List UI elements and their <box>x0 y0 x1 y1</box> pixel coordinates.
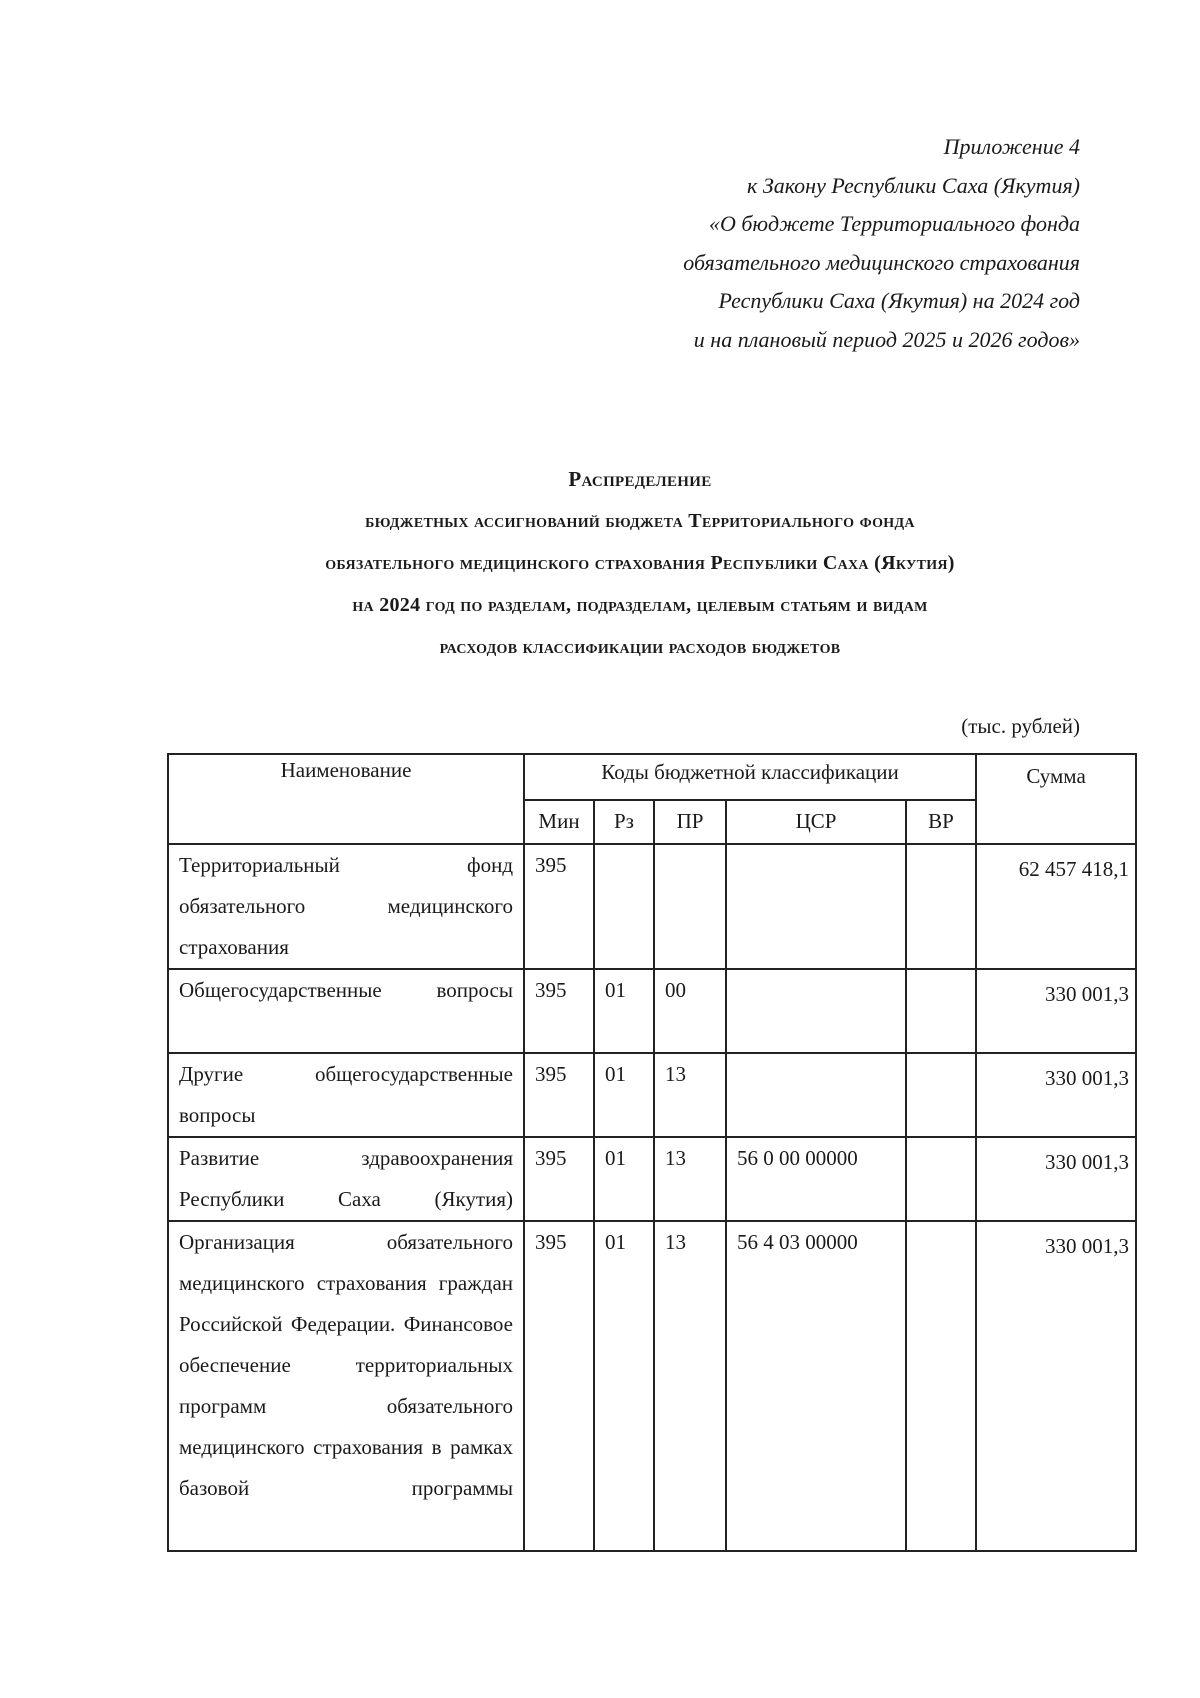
row-min: 395 <box>524 1221 594 1551</box>
appendix-line: «О бюджете Территориального фонда <box>709 211 1080 236</box>
table-row <box>168 844 1136 969</box>
row-csr: 56 4 03 00000 <box>726 1221 906 1551</box>
row-name: Организация обязательного медицинского страхования граждан Российской Федерации. Финансовое обеспечение территориальных программ обязательного медицинского страхования в рамках базовой программы <box>168 1221 524 1551</box>
row-name: Развитие здравоохранения Республики Саха (Якутия) <box>168 1137 524 1221</box>
title-line: на 2024 год по разделам, подразделам, целевым статьям и видам <box>352 594 928 616</box>
header-min: Мин <box>524 800 594 844</box>
header-vr: ВР <box>906 800 976 844</box>
title-line: расходов классификации расходов бюджетов <box>439 636 841 658</box>
row-sum: 330 001,3 <box>976 1221 1136 1551</box>
row-min: 395 <box>524 1053 594 1137</box>
row-rz: 01 <box>594 1137 654 1221</box>
appendix-block <box>520 128 1080 359</box>
row-pr: 13 <box>654 1137 726 1221</box>
header-name: Наименование <box>168 754 524 844</box>
row-name: Другие общегосударственные вопросы <box>168 1053 524 1137</box>
row-sum: 330 001,3 <box>976 1053 1136 1137</box>
row-vr <box>906 969 976 1053</box>
row-name: Общегосударственные вопросы <box>168 969 524 1053</box>
row-sum: 330 001,3 <box>976 969 1136 1053</box>
row-pr: 00 <box>654 969 726 1053</box>
row-min: 395 <box>524 1137 594 1221</box>
row-pr: 13 <box>654 1221 726 1551</box>
row-csr <box>726 1053 906 1137</box>
appendix-line: к Закону Республики Саха (Якутия) <box>747 172 1080 198</box>
table-row <box>168 1137 1136 1221</box>
row-sum: 62 457 418,1 <box>976 844 1136 969</box>
units-label: (тыс. рублей) <box>961 714 1080 738</box>
row-min: 395 <box>524 844 594 969</box>
header-csr: ЦСР <box>726 800 906 844</box>
table-row <box>168 969 1136 1053</box>
header-pr: ПР <box>654 800 726 844</box>
table-row <box>168 1053 1136 1137</box>
row-sum: 330 001,3 <box>976 1137 1136 1221</box>
row-vr <box>906 844 976 969</box>
row-name: Территориальный фонд обязательного медицинского страхования <box>168 844 524 969</box>
row-pr <box>654 844 726 969</box>
row-csr <box>726 969 906 1053</box>
budget-table <box>167 753 1137 1552</box>
header-rz: Рз <box>594 800 654 844</box>
table-row <box>168 1221 1136 1551</box>
row-rz: 01 <box>594 969 654 1053</box>
header-sum: Сумма <box>976 754 1136 844</box>
appendix-line: и на плановый период 2025 и 2026 годов» <box>693 326 1080 352</box>
row-min: 395 <box>524 969 594 1053</box>
row-csr: 56 0 00 00000 <box>726 1137 906 1221</box>
title-line: обязательного медицинского страхования Республики Саха (Якутия) <box>325 552 955 574</box>
document-title <box>150 458 1130 668</box>
title-line: бюджетных ассигнований бюджета Территориального фонда <box>365 510 915 532</box>
row-rz: 01 <box>594 1053 654 1137</box>
appendix-line: обязательного медицинского страхования <box>683 249 1080 275</box>
header-codes-group: Коды бюджетной классификации <box>524 754 976 800</box>
row-csr <box>726 844 906 969</box>
row-pr: 13 <box>654 1053 726 1137</box>
row-rz <box>594 844 654 969</box>
appendix-line: Республики Саха (Якутия) на 2024 год <box>718 288 1080 313</box>
title-line: Распределение <box>568 467 712 491</box>
row-rz: 01 <box>594 1221 654 1551</box>
row-vr <box>906 1221 976 1551</box>
appendix-line: Приложение 4 <box>943 134 1080 159</box>
row-vr <box>906 1137 976 1221</box>
row-vr <box>906 1053 976 1137</box>
